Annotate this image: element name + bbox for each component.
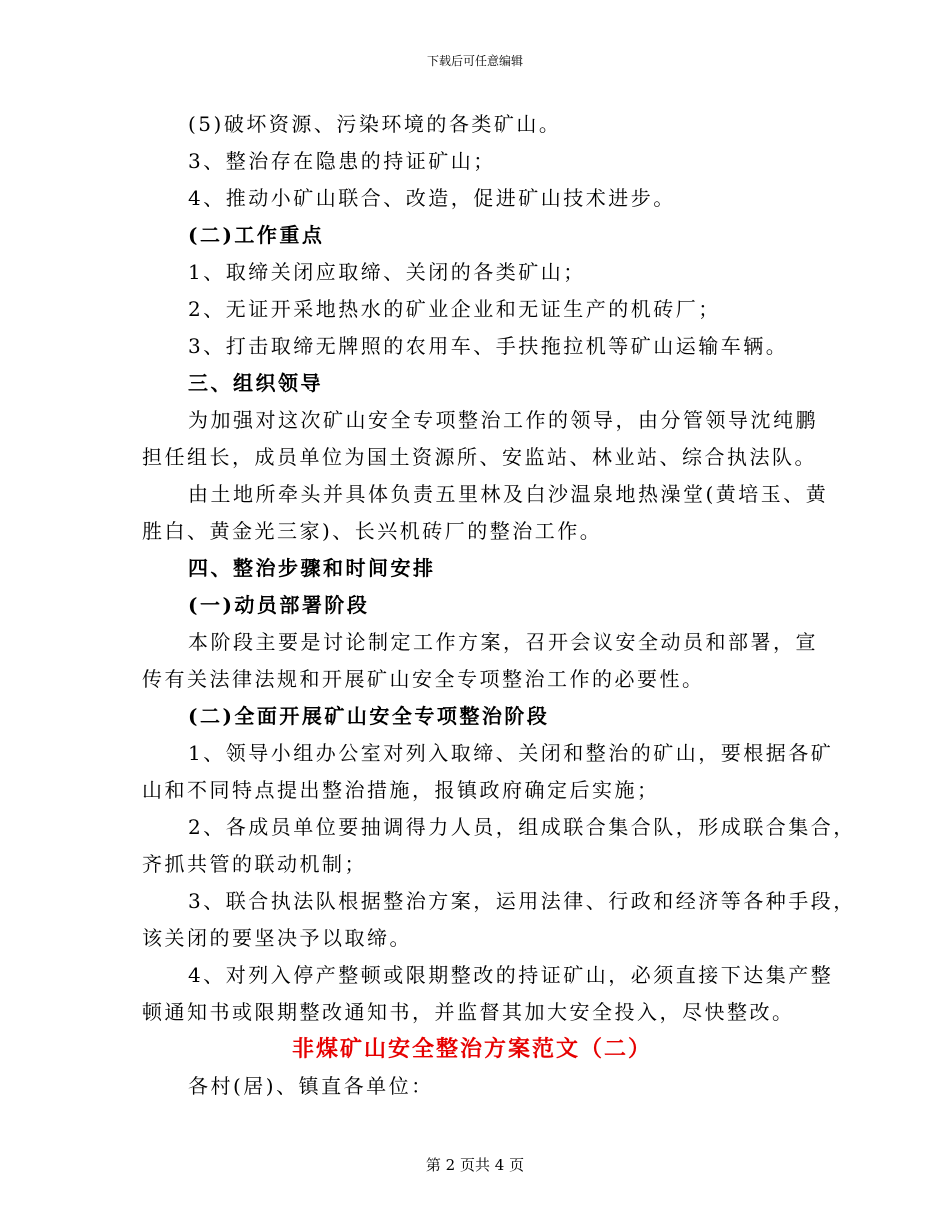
paragraph-line: 1、领导小组办公室对列入取缔、关闭和整治的矿山，要根据各矿	[188, 741, 834, 765]
paragraph-line: 3、整治存在隐患的持证矿山；	[188, 149, 496, 173]
page-footer: 第 2 页共 4 页	[425, 1156, 525, 1174]
paragraph-line: 担任组长，成员单位为国土资源所、安监站、林业站、综合执法队。	[142, 445, 817, 469]
paragraph-line: 齐抓共管的联动机制；	[142, 852, 367, 876]
paragraph-line: 4、推动小矿山联合、改造，促进矿山技术进步。	[188, 186, 676, 210]
section-heading: (一)动员部署阶段	[188, 593, 370, 617]
section-heading: 三、组织领导	[188, 371, 323, 395]
paragraph-line: 该关闭的要坚决予以取缔。	[142, 926, 412, 950]
paragraph-line: 2、各成员单位要抽调得力人员，组成联合集合队，形成联合集合，	[188, 815, 856, 839]
section-heading: (二)工作重点	[188, 223, 325, 247]
paragraph-line: 2、无证开采地热水的矿业企业和无证生产的机砖厂；	[188, 297, 721, 321]
paragraph-line: 胜白、黄金光三家)、长兴机砖厂的整治工作。	[142, 519, 603, 543]
paragraph-line: 本阶段主要是讨论制定工作方案，召开会议安全动员和部署，宣	[188, 630, 818, 654]
paragraph-line: 为加强对这次矿山安全专项整治工作的领导，由分管领导沈纯鹏	[188, 408, 818, 432]
document-title: 非煤矿山安全整治方案范文（二）	[291, 1036, 652, 1062]
paragraph-line: 山和不同特点提出整治措施，报镇政府确定后实施；	[142, 778, 660, 802]
section-heading: (二)全面开展矿山安全专项整治阶段	[188, 704, 550, 728]
salutation-line: 各村(居)、镇直各单位：	[188, 1074, 434, 1098]
paragraph-line: 1、取缔关闭应取缔、关闭的各类矿山；	[188, 260, 586, 284]
paragraph-line: 4、对列入停产整顿或限期整改的持证矿山，必须直接下达集产整	[188, 963, 834, 987]
paragraph-line: 顿通知书或限期整改通知书，并监督其加大安全投入，尽快整改。	[142, 1000, 795, 1024]
paragraph-line: (5)破坏资源、污染环境的各类矿山。	[188, 112, 562, 136]
section-heading: 四、整治步骤和时间安排	[188, 556, 436, 580]
page-header: 下载后可任意编辑	[426, 54, 523, 68]
document-body	[142, 106, 856, 1105]
paragraph-line: 由土地所牵头并具体负责五里林及白沙温泉地热澡堂(黄培玉、黄	[188, 482, 829, 506]
paragraph-line: 传有关法律法规和开展矿山安全专项整治工作的必要性。	[142, 667, 705, 691]
paragraph-line: 3、联合执法队根据整治方案，运用法律、行政和经济等各种手段，	[188, 889, 856, 913]
paragraph-line: 3、打击取缔无牌照的农用车、手扶拖拉机等矿山运输车辆。	[188, 334, 789, 358]
